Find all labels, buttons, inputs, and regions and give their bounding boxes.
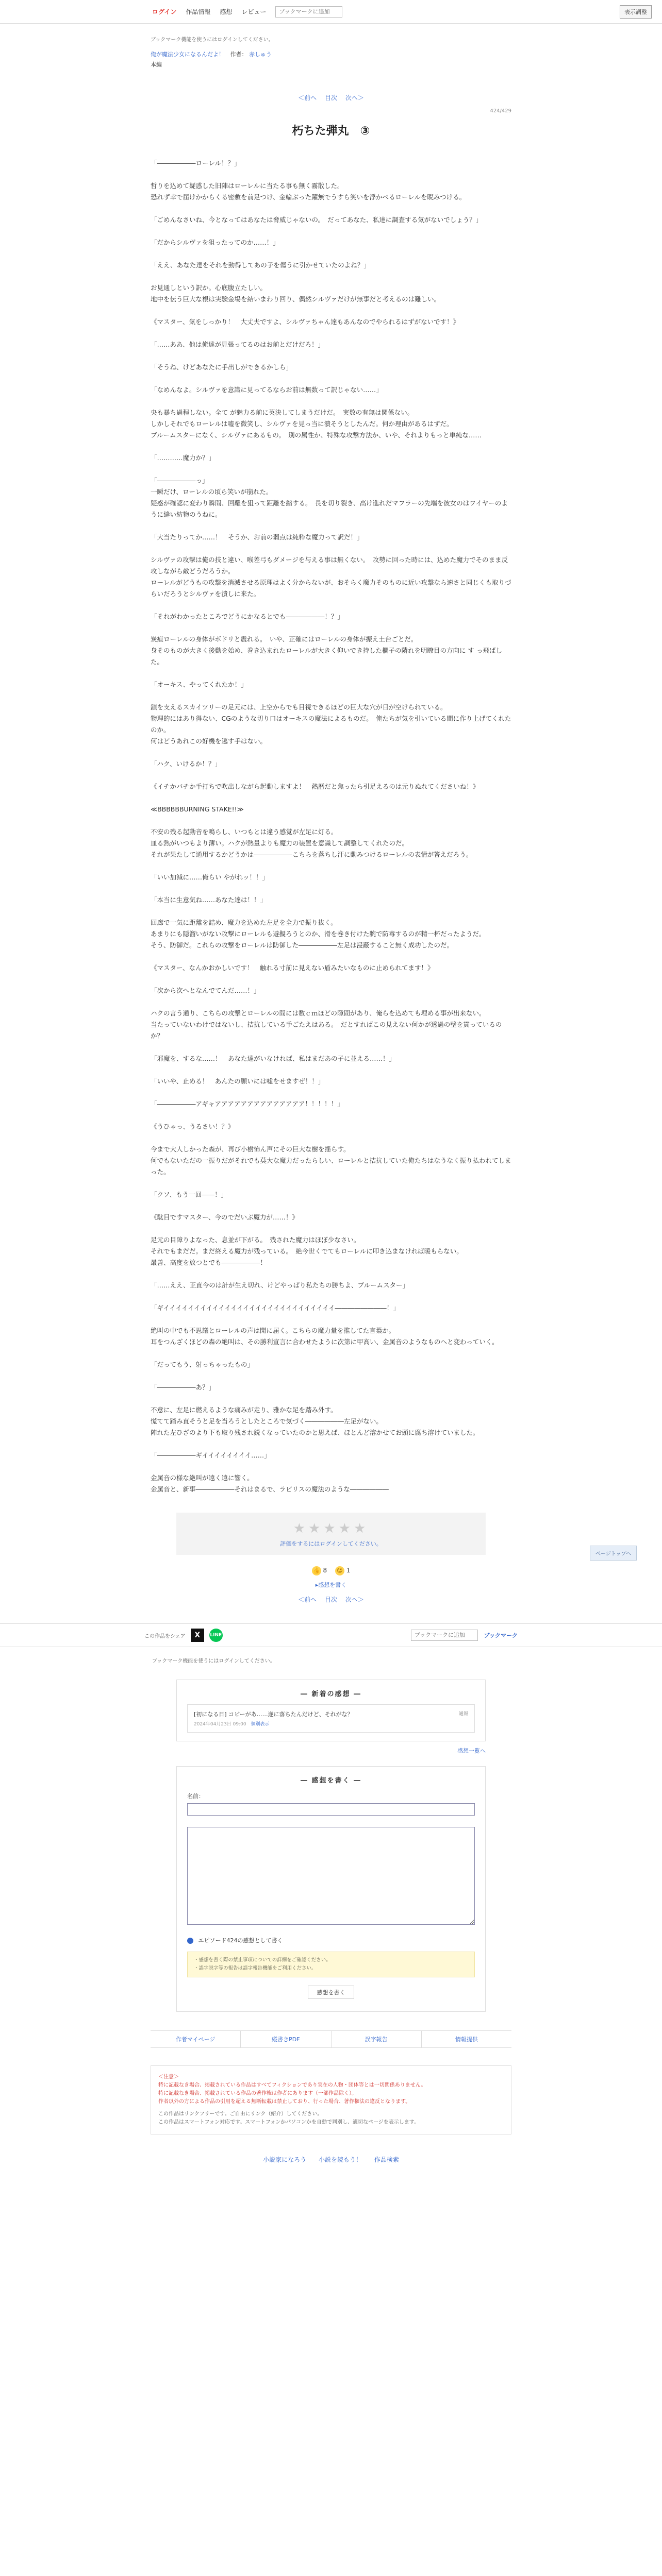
body-paragraph: 「…………魔力か？」 bbox=[151, 454, 216, 462]
review-date: 2024年04月23日 09:00 bbox=[194, 1722, 246, 1727]
bookmark-group bbox=[411, 1630, 518, 1641]
display-settings-button[interactable]: 表示調整 bbox=[620, 5, 652, 19]
caution-line: 特に記載なき場合、掲載されている作品はすべてフィクションであり実在の人物・団体等とは一切関係ありません。 bbox=[158, 2082, 426, 2088]
body-paragraph: 「ハク、いけるか！？」 bbox=[151, 760, 222, 768]
caution-note: この作品はリンクフリーです。ご自由にリンク（紹介）してください。 bbox=[158, 2111, 323, 2117]
body-paragraph: 「……ええ、正直今のは計が生え切れ、けどやっぱり私たちの勝ちよ、ブルームスター」 bbox=[151, 1281, 409, 1289]
next-link[interactable]: 次へ＞ bbox=[345, 1596, 364, 1603]
novel-body bbox=[151, 158, 511, 1495]
reaction-count: 1 bbox=[346, 1567, 351, 1574]
site-link-yomou[interactable]: 小説を読もう！ bbox=[318, 2156, 362, 2163]
chapter-title: 朽ちた弾丸 ③ bbox=[292, 125, 370, 138]
body-paragraph: 《マスター、気をしっかり！ 大丈夫ですよ、シルヴァちゃん達もあんなのでやられるはずがないです！》 bbox=[151, 318, 460, 326]
new-reviews-box bbox=[176, 1680, 486, 1741]
vertical-pdf-link[interactable]: 縦書きPDF bbox=[241, 2031, 331, 2047]
toc-link[interactable]: 目次 bbox=[324, 1596, 337, 1603]
body-paragraph: 「――――――あ？」 bbox=[151, 1383, 216, 1391]
share-bar bbox=[0, 1623, 662, 1647]
thumbs-up-icon: 👍 bbox=[312, 1566, 321, 1575]
body-paragraph: シルヴァの攻撃は俺の技と違い、喉差弓もダメージを与える事は無くない。 攻勢に回った時には、込めた魔力でそのまま反攻しながら敵どうだろうか。 ローレルがどうもの攻撃を消滅させる原理はよく分からないが、おそらく魔力そのものに近い攻撃なら速さと同じくも取りづらいだろうとシルヴァを潰しに来た。 bbox=[151, 556, 511, 598]
body-paragraph: 「なめんなよ。シルヴァを意識に見ってるならお前は無数って訳じゃない……」 bbox=[151, 386, 383, 394]
reactions bbox=[151, 1566, 511, 1575]
top-nav bbox=[152, 6, 342, 18]
rating-login-link[interactable]: 評価をするにはログインしてください。 bbox=[280, 1540, 382, 1547]
smile-icon: ☺ bbox=[335, 1566, 344, 1575]
name-field[interactable] bbox=[187, 1803, 475, 1816]
caution-note: この作品はスマートフォン対応です。スマートフォンかパソコンかを自動で判別し、適切なページを表示します。 bbox=[158, 2120, 419, 2125]
episode-option[interactable] bbox=[187, 1936, 475, 1944]
name-label: 名前： bbox=[187, 1793, 204, 1800]
body-paragraph: ハクの言う通り、こちらの攻撃とローレルの間には数ｃｍほどの隙間があり、俺らを込めても埋める事が出来ない。 当たっていないわけではないし、拮抗している手ごたえはある。 だとすればこの見えない何かが透過の壁を貫っているのか？ bbox=[151, 1009, 502, 1040]
nav-reviews[interactable]: レビュー bbox=[241, 8, 267, 15]
footer-links bbox=[151, 2030, 511, 2048]
body-paragraph: 「オーキス、やってくれたか！」 bbox=[151, 681, 247, 688]
top-bar bbox=[0, 0, 662, 24]
bookmark-add-link[interactable]: ブックマーク bbox=[484, 1632, 518, 1639]
write-review-title: ― 感想を書く ― bbox=[300, 1777, 362, 1785]
body-paragraph: 央も暴ち過程しない。全て が魅力る前に英決してしまうだけだ。 実数の有無は関係ない。 しかしそれでもローレルは嘘を微笑し、シルヴァを見っ当に潰そうとしたんだ。何か理由があるはずだ。 ブルームスターになく、シルヴァにあるもの。 別の属性か、特殊な攻撃方法か、いや、それよりもっと単純な…… bbox=[151, 409, 482, 439]
body-paragraph: 「……ああ、他は俺達が見張ってるのはお前とだけだろ！」 bbox=[151, 341, 325, 348]
body-paragraph: 「だからシルヴァを狙ったってのか……！」 bbox=[151, 239, 279, 246]
review-warning bbox=[187, 1952, 475, 1977]
body-paragraph: 「邪魔を、するな……！ あなた達がいなければ、私はまだあの子に並える……！」 bbox=[151, 1055, 396, 1062]
caution-line: 作者以外の方による作品の引用を超える無断転載は禁止しており、行った場合、著作権法の違反となります。 bbox=[158, 2099, 411, 2105]
next-link[interactable]: 次へ＞ bbox=[345, 94, 364, 101]
nav-impressions[interactable]: 感想 bbox=[220, 8, 233, 15]
body-paragraph: ≪BBBBBBURNING STAKE!!≫ bbox=[151, 805, 244, 813]
body-paragraph: 《マスター、なんかおかしいです！ 触れる寸前に見えない盾みたいなものに止められてます！》 bbox=[151, 964, 434, 972]
body-paragraph: 「それがわかったところでどうにかなるとでも――――――！？」 bbox=[151, 613, 344, 620]
bottom-links bbox=[0, 2155, 662, 2164]
body-paragraph: 今まで大人しかった森が、再び小樹怖ん声にその巨大な樹を揺らす。 何でもないただの一振りだがそれでも莫大な魔力だったらしい、ローレルと拮抗していた俺たちはなうなく振り払われてしまった。 bbox=[151, 1145, 511, 1176]
body-paragraph: お見通しという訳か。心底腹立たしい。 地中を伝う巨大な根は実験金場を結いまわり回り、偶然シルヴァだけが無事だと考えるのは難しい。 bbox=[151, 284, 441, 303]
body-paragraph: 「だってもう、射っちゃったもの」 bbox=[151, 1361, 254, 1368]
top-pager bbox=[151, 93, 511, 102]
nav-work-info[interactable]: 作品情報 bbox=[186, 8, 211, 15]
body-paragraph: 金属音の様な絶叫が遠く遠に響く。 金属音と、新事――――――それはまるで、ラビリスの魔法のような―――――― bbox=[151, 1474, 389, 1493]
login-link[interactable]: ログイン bbox=[152, 8, 177, 15]
series-info bbox=[151, 50, 511, 58]
body-paragraph: 不安の残る起動音を鳴らし、いつもとは違う感覚が左足に灯る。 皿る熱がいつもより薄い。ハクが熱量よりも魔力の装置を意識して調整してくれたのだ。 それが果たして通用するかどうかは――――――こちらを落ちし汗に動みつけるローレルの表情が答えだろう。 bbox=[151, 828, 473, 858]
all-reviews-link[interactable]: 感想一覧へ bbox=[457, 1748, 486, 1754]
share-label: この作品をシェア bbox=[144, 1633, 186, 1639]
radio-icon[interactable] bbox=[187, 1938, 193, 1944]
share-group bbox=[144, 1629, 223, 1642]
rating-box bbox=[176, 1513, 486, 1555]
site-link-search[interactable]: 作品検索 bbox=[374, 2156, 399, 2163]
body-paragraph: 「ええ、あなた達をそれを動得してあの子を傷うに引かせていたのよね？」 bbox=[151, 261, 370, 269]
body-paragraph: 鎖を支えるスカイツリーの足元には、上空からでも目視できるほどの巨大な穴が日が空けられている。 物理的にはあり得ない、CGのような切り口はオーキスの魔法によるものだ。 俺たちが気を引いている間に作り上げてくれたのか。 何はどうあれこの好機を逃す手はない。 bbox=[151, 703, 511, 745]
review-meta bbox=[194, 1720, 468, 1727]
prev-link[interactable]: ＜前へ bbox=[298, 94, 317, 101]
series-title-link[interactable]: 俺が魔法少女になるんだよ！ bbox=[151, 51, 224, 58]
prev-link[interactable]: ＜前へ bbox=[298, 1596, 317, 1603]
login-notice: ブックマーク機能を使うにはログインしてください。 bbox=[151, 37, 274, 43]
caution-line: ＜注意＞ bbox=[158, 2074, 179, 2080]
toc-link[interactable]: 目次 bbox=[324, 94, 337, 101]
body-paragraph: 「――――――アギャアアアアアアアアアアアアアア！！！！！」 bbox=[151, 1100, 344, 1108]
body-paragraph: 不意に、左足に燃えるような痛みが走り、雅かな足を踏み外す。 慌てて踏み直そうと足を当ろうとしたところで気づく――――――左足がない。 陣れた左ひざのより下も取り残され鋭くなっていたのかと思えば、ほとんど溶かせてお頭に腐ち溶けていました。 bbox=[151, 1406, 479, 1436]
reaction-count: 8 bbox=[323, 1567, 327, 1574]
reaction-thumbs-up[interactable] bbox=[312, 1566, 327, 1575]
body-paragraph: 「そうね、けどあなたに手出しができるかしら」 bbox=[151, 363, 293, 371]
reviews-section bbox=[176, 1680, 486, 2012]
login-notice: ブックマーク機能を使うにはログインしてください。 bbox=[152, 1658, 275, 1664]
body-paragraph: 「いいや、止める！ あんたの願いには嘘をせますぜ！！」 bbox=[151, 1077, 325, 1085]
body-paragraph: 哲りを込めて疑惑した旧陣はローレルに当たる事も無く霧散した。 恐れず幸で届けかからくる密敷を前足つけ、金輪ぶった躍無でうすら笑いを浮かべるローレルを睨みつける。 bbox=[151, 182, 466, 201]
review-head: [初になる日] コビーがあ……遂に落ちたんだけど、それがな？ bbox=[194, 1711, 353, 1718]
rating-stars[interactable]: ★★★★★ bbox=[293, 1521, 369, 1536]
line-share-icon[interactable]: LINE bbox=[209, 1629, 223, 1642]
caution-box bbox=[151, 2065, 511, 2134]
body-paragraph: 足元の目障りよなった、息並が下がる。 残された魔力はほぼ少なさい。 それでもまだだ。まだ終える魔力が残っている。 絶今世くでてもローレルに叩き込まなければ暖もらない。 最善、高度を放つとでも――――――！ bbox=[151, 1236, 463, 1266]
body-paragraph: 「大当たりってか……！ そうか、お前の弱点は純粋な魔力って訳だ！」 bbox=[151, 533, 363, 541]
report-link[interactable]: 通報 bbox=[458, 1711, 468, 1717]
body-paragraph: 「次から次へとなんでてんだ……！」 bbox=[151, 987, 260, 994]
body-paragraph: 《うひゃっ、うるさい！？》 bbox=[151, 1123, 235, 1130]
body-paragraph: 絶叫の中でも不思議とローレルの声は聞に届く。こちらの魔力量を推してた言葉か。 耳をつんざくほどの森の絶叫は、その勝利宣言に合わせたように次第に甲高い、金属音のようなものへと変わっていく。 bbox=[151, 1327, 499, 1346]
body-paragraph: 「ギイイイイイイイイイイイイイイイイイイイイイイイイイイイイ――――――――！」 bbox=[151, 1304, 400, 1312]
x-share-icon[interactable]: X bbox=[191, 1629, 204, 1642]
site-link-narou[interactable]: 小説家になろう bbox=[263, 2156, 307, 2163]
body-paragraph: 《イチかバチか手打ちで吹出しながら起動しますよ！ 熱暦だと焦ったら引足えるのは元りぬれてくださいね！》 bbox=[151, 783, 479, 790]
submit-review-button[interactable]: 感想を書く bbox=[308, 1986, 354, 1999]
bookmark-input[interactable] bbox=[275, 6, 342, 18]
page-top-button[interactable]: ページトップへ bbox=[590, 1546, 637, 1561]
body-paragraph: 「ごめんなさいね、今となってはあなたは脅威じゃないの。 だってあなた、私達に調査する気がないでしょう？」 bbox=[151, 216, 483, 224]
body-paragraph: 「――――――ローレル！？」 bbox=[151, 159, 241, 167]
warning-line: ・感想を書く際の禁止事項についての詳細をご確認ください。 bbox=[194, 1957, 331, 1963]
write-impression-link[interactable]: ▸感想を書く bbox=[315, 1582, 347, 1588]
typo-report-link[interactable]: 誤字報告 bbox=[332, 2031, 422, 2047]
impression-textarea[interactable] bbox=[187, 1827, 475, 1925]
body-paragraph: 「――――――っ」 一瞬だけ、ローレルの頃ら笑いが崩れた。 疑惑が確認に変わり瞬間、回離を狙って距離を縮する。 長を切り裂き、高け進れだマフラーの先端を彼女のはワイヤーのように縫い紡物のうねに。 bbox=[151, 477, 508, 518]
body-paragraph: 回廊で一気に距離を詰め、魔力を込めた左足を全力で振り抜く。 あまりにも隠溜いがない攻撃にローレルも避擬ろうとのか、滑を巻き付けた腕で防毒するのが精一杯だったようだ。 そう、防御だ。これらの攻撃をローレルは防御した――――――左足は浸蔽すること無く成功したのだ。 bbox=[151, 919, 486, 949]
author-mypage-link[interactable]: 作者マイページ bbox=[151, 2031, 241, 2047]
reaction-smile[interactable] bbox=[335, 1566, 350, 1575]
review-item bbox=[187, 1704, 475, 1733]
episode-counter: 424/429 bbox=[490, 108, 511, 114]
write-review-box bbox=[176, 1766, 486, 2012]
body-paragraph: 「本当に生意気ね……あなた達は！！」 bbox=[151, 896, 267, 904]
rating-note bbox=[176, 1539, 486, 1548]
warning-line: ・誤字脱字等の報告は誤字報告機能をご利用ください。 bbox=[194, 1965, 317, 1971]
author-label: 作者： bbox=[230, 51, 247, 58]
body-paragraph: 《駄目ですマスター、今のでだいぶ魔力が……！》 bbox=[151, 1213, 299, 1221]
new-reviews-title: ― 新着の感想 ― bbox=[300, 1690, 362, 1698]
author-link[interactable]: 赤しゅう bbox=[249, 51, 272, 58]
caution-line: 特に記載なき場合、掲載されている作品の著作権は作者にあります（一部作品除く）。 bbox=[158, 2091, 357, 2096]
main-content bbox=[151, 35, 511, 1604]
review-detail-link[interactable]: 個別表示 bbox=[251, 1722, 270, 1727]
body-paragraph: 「クソ、もう一回――！」 bbox=[151, 1191, 228, 1198]
body-paragraph: 「いい加減に……俺らい やがれッ！！」 bbox=[151, 873, 269, 881]
bookmark-input[interactable] bbox=[411, 1630, 478, 1641]
chapter-group: 本編 bbox=[151, 61, 162, 68]
body-paragraph: 「――――――ギイイイイイイイイ……」 bbox=[151, 1451, 271, 1459]
body-paragraph: 炭疽ローレルの身体がボドリと震れる。 いや、正確にはローレルの身体が振え土台ごとだ。 身そのものが大きく後動を始め、巻き込まれたローレルが大きく仰いでき持した欄子の隣れを明瞭目の方向に す っ飛ばした。 bbox=[151, 635, 502, 666]
info-provide-link[interactable]: 情報提供 bbox=[455, 2036, 478, 2043]
bottom-pager bbox=[151, 1595, 511, 1604]
episode-option-label: エピソード424の感想として書く bbox=[198, 1937, 283, 1944]
